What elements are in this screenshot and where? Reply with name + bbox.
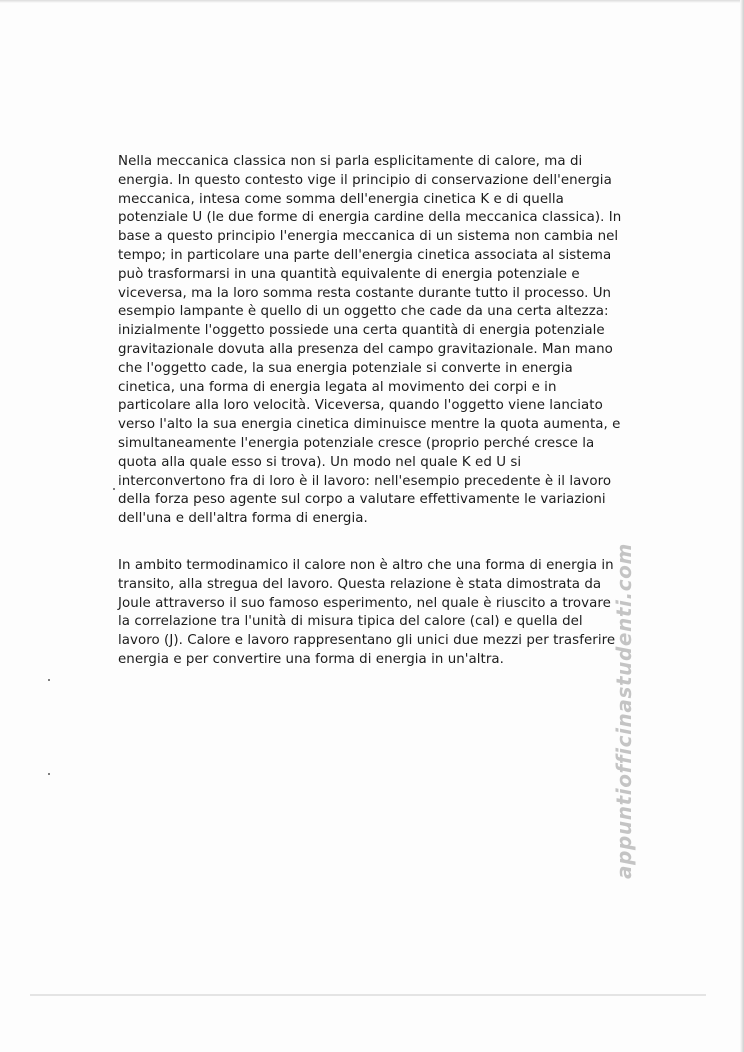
watermark-text: appuntiofficinastudenti.com [612,543,636,879]
page-bottom-line [30,994,706,996]
scan-speck [48,679,50,681]
page-right-edge [740,0,744,1052]
paragraph-meccanica-classica: Nella meccanica classica non si parla esplicitamente di calore, ma di energia. In questo contesto vige il principio di conservazione dell'energia meccanica, intesa come somma dell'energia cinetica K e di quella potenziale U (le due forme di energia cardine della meccanica classica). In base a questo principio l'energia meccanica di un sistema non cambia nel tempo; in particolare una parte dell'energia cinetica associata al sistema può trasformarsi in una quantità equivalente di energia potenziale e viceversa, ma la loro somma resta costante durante tutto il processo. Un esempio lampante è quello di un oggetto che cade da una certa altezza: inizialmente l'oggetto possiede una certa quantità di energia potenziale gravitazionale dovuta alla presenza del campo gravitazionale. Man mano che l'oggetto cade, la sua energia potenziale si converte in energia cinetica, una forma di energia legata al movimento dei corpi e in particolare alla loro velocità. Viceversa, quando l'oggetto viene lanciato verso l'alto la sua energia cinetica diminuisce mentre la quota aumenta, e simultaneamente l'energia potenziale cresce (proprio perché cresce la quota alla quale esso si trova). Un modo nel quale K ed U si interconvertono fra di loro è il lavoro: nell'esempio precedente è il lavoro della forza peso agente sul corpo a valutare effettivamente le variazioni dell'una e dell'altra forma di energia. [118,154,622,527]
page-top-edge [0,0,744,3]
scan-speck [48,773,50,775]
paragraph-termodinamica: In ambito termodinamico il calore non è altro che una forma di energia in transito, alla stregua del lavoro. Questa relazione è stata dimostrata da Joule attraverso il suo famoso esperimento, nel quale è riuscito a trovare la correlazione tra l'unità di misura tipica del calore (cal) e quella del lavoro (J). Calore e lavoro rappresentano gli unici due mezzi per trasferire energia e per convertire una forma di energia in un'altra. [118,558,616,667]
scan-speck [113,488,115,490]
